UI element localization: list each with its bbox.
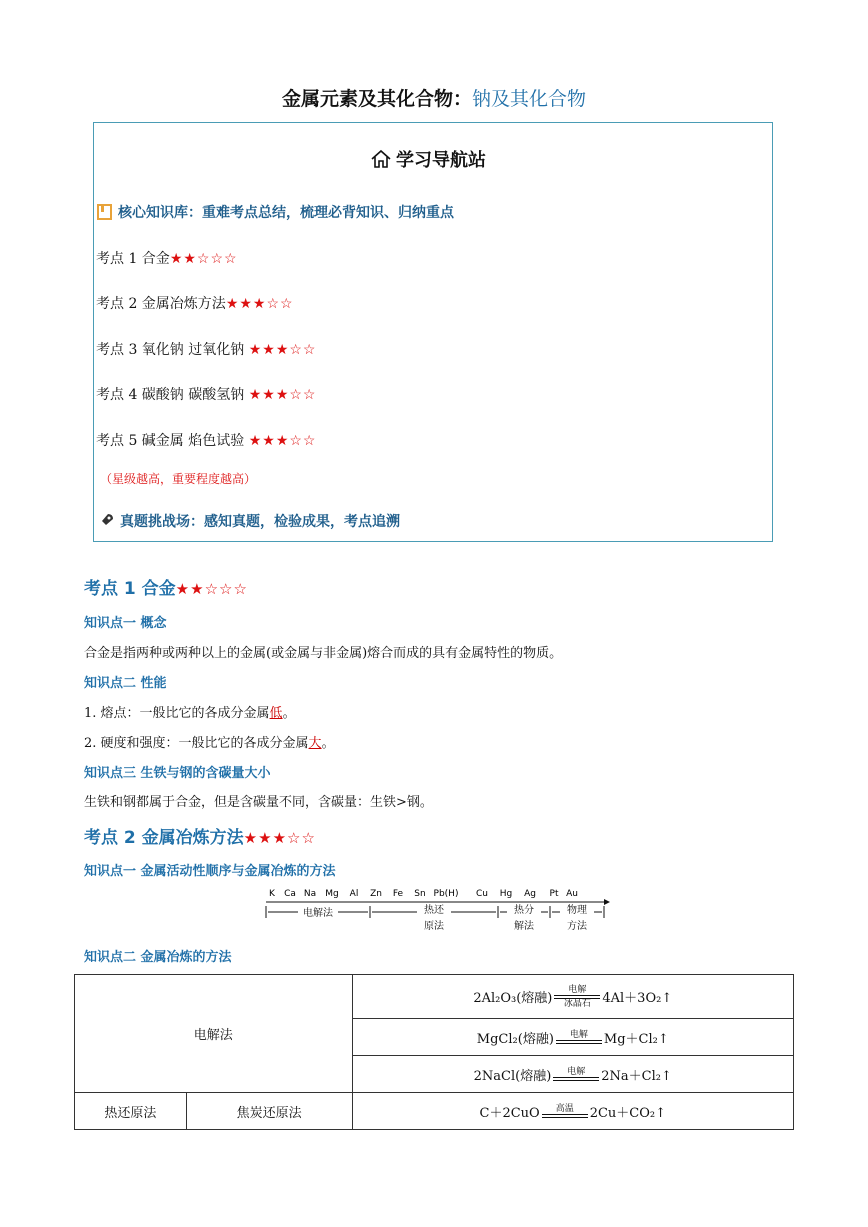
metal-label: Zn <box>370 889 382 899</box>
nav-header: 学习导航站 <box>370 146 486 172</box>
metal-label: Pt <box>549 889 559 899</box>
book-icon <box>96 203 114 221</box>
real-exam-line: 真题挑战场：感知真题，检验成果，考点追溯 <box>96 511 400 531</box>
section-2-heading: 考点 2 金属冶炼方法★★★☆☆ <box>84 828 316 848</box>
eq-nacl: 2NaCl(熔融) 电解 2Na＋Cl₂↑ <box>352 1056 793 1093</box>
method-label: 电解法 <box>303 908 333 919</box>
s1-k2-heading: 知识点二 性能 <box>84 676 167 691</box>
method-label: 热分解法 <box>514 905 534 932</box>
nav-point-1[interactable]: 考点 1 合金★★☆☆☆ <box>96 251 238 267</box>
metal-label: Hg <box>499 889 513 899</box>
s1-k3-text: 生铁和钢都属于合金，但是含碳量不同，含碳量：生铁>钢。 <box>84 795 433 810</box>
metal-label: Cu <box>476 889 488 899</box>
nav-point-5[interactable]: 考点 5 碱金属 焰色试验 ★★★☆☆ <box>96 433 317 449</box>
metal-label: K <box>269 889 275 899</box>
activity-series-diagram <box>260 884 610 940</box>
nav-point-3[interactable]: 考点 3 氧化钠 过氧化钠 ★★★☆☆ <box>96 342 317 358</box>
s2-k2-heading: 知识点二 金属冶炼的方法 <box>84 950 232 965</box>
home-icon <box>370 149 392 169</box>
s1-k2-item-2: 2. 硬度和强度：一般比它的各成分金属大。 <box>84 736 335 751</box>
metal-label: Sn <box>414 889 426 899</box>
metal-label: Pb(H) <box>433 889 459 899</box>
rocket-icon <box>96 511 116 531</box>
s1-k3-heading: 知识点三 生铁与钢的含碳量大小 <box>84 766 271 781</box>
nav-point-4[interactable]: 考点 4 碳酸钠 碳酸氢钠 ★★★☆☆ <box>96 387 317 403</box>
metal-label: Al <box>349 889 359 899</box>
coke-reduction-cell: 焦炭还原法 <box>186 1093 352 1130</box>
importance-note: （星级越高，重要程度越高） <box>100 472 257 486</box>
s1-k2-item-1: 1. 熔点：一般比它的各成分金属低。 <box>84 706 296 721</box>
metal-label: Fe <box>392 889 404 899</box>
metal-label: Ca <box>284 889 296 899</box>
metal-label: Ag <box>524 889 536 899</box>
method-label: 物理方法 <box>567 905 587 932</box>
nav-point-2[interactable]: 考点 2 金属冶炼方法★★★☆☆ <box>96 296 294 312</box>
metal-label: Mg <box>325 889 339 899</box>
s1-k1-text: 合金是指两种或两种以上的金属(或金属与非金属)熔合而成的具有金属特性的物质。 <box>84 646 563 661</box>
electrolysis-cell: 电解法 <box>75 975 353 1093</box>
metal-label: Na <box>303 889 317 899</box>
eq-mgcl2: MgCl₂(熔融) 电解 Mg＋Cl₂↑ <box>352 1019 793 1056</box>
s2-k1-heading: 知识点一 金属活动性顺序与金属冶炼的方法 <box>84 864 336 879</box>
smelting-table <box>74 974 794 1130</box>
metal-label: Au <box>566 889 578 899</box>
section-1-heading: 考点 1 合金★★☆☆☆ <box>84 579 248 599</box>
eq-cuo: C＋2CuO 高温 2Cu＋CO₂↑ <box>352 1093 793 1130</box>
core-knowledge-line: 核心知识库：重难考点总结，梳理必背知识、归纳重点 <box>96 202 454 222</box>
s1-k1-heading: 知识点一 概念 <box>84 616 167 631</box>
page-title: 金属元素及其化合物：钠及其化合物 <box>281 88 587 110</box>
method-label: 热还原法 <box>424 905 444 932</box>
thermal-reduction-cell: 热还原法 <box>75 1093 187 1130</box>
eq-alumina: 2Al₂O₃(熔融) 电解 冰晶石 4Al＋3O₂↑ <box>352 975 793 1019</box>
